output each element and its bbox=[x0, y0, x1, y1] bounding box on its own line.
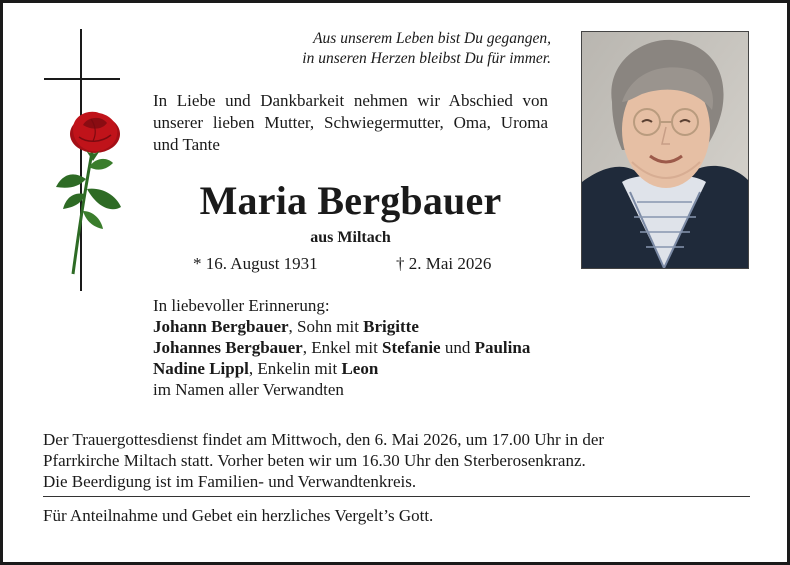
intro-text: In Liebe und Dankbarkeit nehmen wir Abschied von unserer lieben Mutter, Schwiegermutter, Oma, Uroma und Tante bbox=[153, 91, 548, 154]
thanks-text: Für Anteilnahme und Gebet ein herzliches Vergelt’s Gott. bbox=[43, 506, 434, 525]
list-item bbox=[153, 316, 530, 337]
portrait-photo bbox=[581, 31, 749, 269]
mourner-name: Leon bbox=[341, 359, 379, 378]
memorial-quote bbox=[153, 29, 551, 69]
remembrance-footer: im Namen aller Verwandten bbox=[153, 380, 344, 399]
service-line: Pfarrkirche Miltach statt. Vorher beten wir um 16.30 Uhr den Sterberosenkranz. bbox=[43, 451, 586, 470]
mourner-name: Johann Bergbauer bbox=[153, 317, 289, 336]
relation-text: und bbox=[440, 338, 475, 357]
service-info bbox=[43, 429, 753, 492]
list-item bbox=[153, 337, 530, 358]
mourner-name: Nadine Lippl bbox=[153, 359, 249, 378]
mourner-name: Johannes Bergbauer bbox=[153, 338, 303, 357]
quote-line: Aus unserem Leben bist Du gegangen, bbox=[313, 30, 551, 47]
deceased-name: Maria Bergbauer bbox=[199, 178, 502, 223]
service-line: Der Trauergottesdienst findet am Mittwoch, den 6. Mai 2026, um 17.00 Uhr in der bbox=[43, 430, 605, 449]
relation-text: , Sohn mit bbox=[288, 317, 364, 336]
mourner-name: Paulina bbox=[474, 338, 531, 357]
relation-text: , Enkel mit bbox=[302, 338, 383, 357]
relation-text: , Enkelin mit bbox=[248, 359, 342, 378]
divider bbox=[43, 496, 750, 497]
birth-date: * 16. August 1931 bbox=[193, 254, 318, 273]
remembrance-heading: In liebevoller Erinnerung: bbox=[153, 296, 330, 315]
death-date: † 2. Mai 2026 bbox=[396, 254, 492, 273]
deceased-origin: aus Miltach bbox=[310, 229, 391, 246]
mourner-name: Brigitte bbox=[363, 317, 419, 336]
cross-with-rose-icon bbox=[41, 29, 123, 291]
quote-line: in unseren Herzen bleibst Du für immer. bbox=[302, 50, 551, 67]
mourner-name: Stefanie bbox=[382, 338, 441, 357]
remembrance-list bbox=[153, 295, 530, 400]
list-item bbox=[153, 358, 530, 379]
portrait-image-icon bbox=[582, 32, 748, 268]
service-line: Die Beerdigung ist im Familien- und Verwandtenkreis. bbox=[43, 472, 417, 491]
